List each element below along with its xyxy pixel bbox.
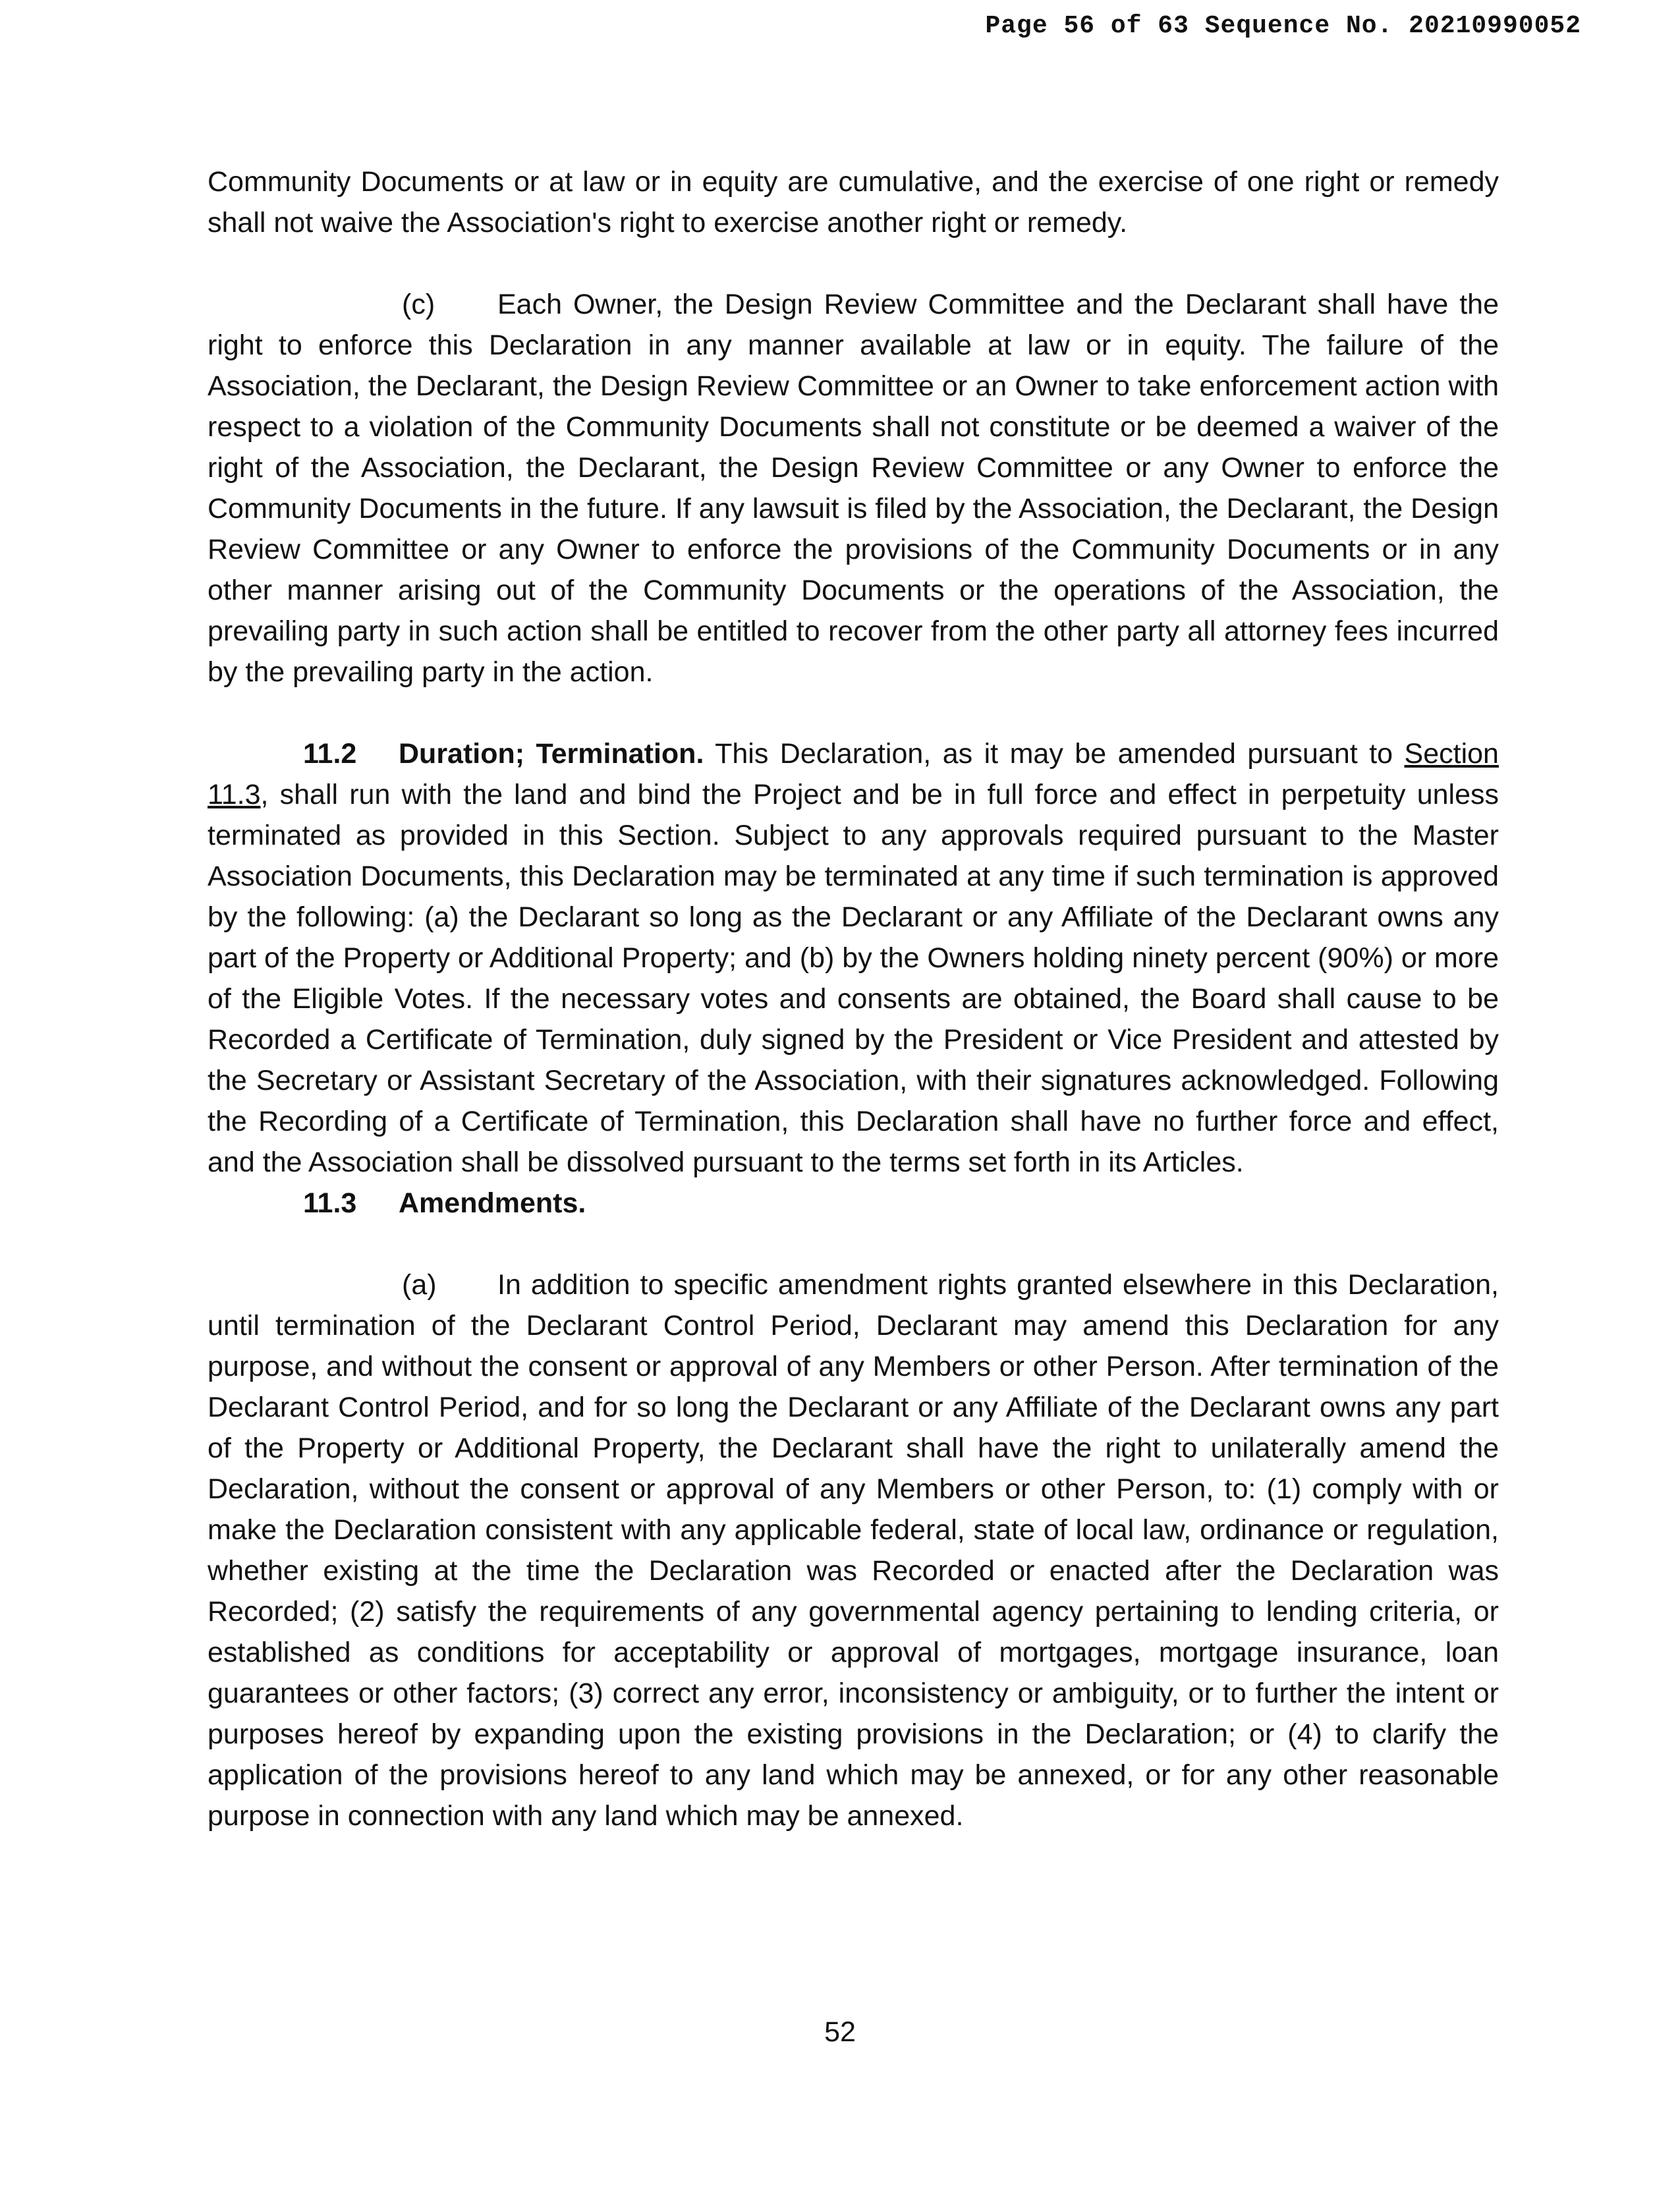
section-11-2-title: Duration; Termination. bbox=[399, 738, 704, 770]
section-11-2-text-before-ref: This Declaration, as it may be amended pursuant to bbox=[715, 738, 1393, 770]
document-body bbox=[208, 161, 1499, 1836]
page-sequence-header: Page 56 of 63 Sequence No. 20210990052 bbox=[985, 12, 1581, 40]
paragraph-a-text: In addition to specific amendment rights granted elsewhere in this Declaration, until termination of the Declarant Control Period, Declarant may amend this Declaration for any purpose, and without the consent or approval of any Members or other Person. After termination of the Declarant Control Period, and for so long the Declarant or any Affiliate of the Declarant owns any part of the Property or Additional Property, the Declarant shall have the right to unilaterally amend the Declaration, without the consent or approval of any Members or other Person, to: (1) comply with or make the Declaration consistent with any applicable federal, state of local law, ordinance or regulation, whether existing at the time the Declaration was Recorded or enacted after the Declaration was Recorded; (2) satisfy the requirements of any governmental agency pertaining to lending criteria, or established as conditions for acceptability or approval of mortgages, mortgage insurance, loan guarantees or other factors; (3) correct any error, inconsistency or ambiguity, or to further the intent or purposes hereof by expanding upon the existing provisions in the Declaration; or (4) to clarify the application of the provisions hereof to any land which may be annexed, or for any other reasonable purpose in connection with any land which may be annexed. bbox=[208, 1269, 1499, 1832]
page-number: 52 bbox=[824, 2016, 856, 2048]
paragraph-a-label: (a) bbox=[402, 1269, 437, 1301]
section-11-3-heading bbox=[208, 1183, 1499, 1224]
section-11-2 bbox=[208, 733, 1499, 1183]
section-11-3-title: Amendments. bbox=[399, 1187, 586, 1219]
section-11-3-reference: Section 11.3 bbox=[208, 738, 1499, 810]
paragraph-c-text: Each Owner, the Design Review Committee and the Declarant shall have the right to enforce this Declaration in any manner available at law or in equity. The failure of the Association, the Declarant, the Design Review Committee or an Owner to take enforcement action with respect to a violation of the Community Documents shall not constitute or be deemed a waiver of the right of the Association, the Declarant, the Design Review Committee or any Owner to enforce the Community Documents in the future. If any lawsuit is filed by the Association, the Declarant, the Design Review Committee or any Owner to enforce the provisions of the Community Documents or in any other manner arising out of the Community Documents or the operations of the Association, the prevailing party in such action shall be entitled to recover from the other party all attorney fees incurred by the prevailing party in the action. bbox=[208, 289, 1499, 688]
section-11-3-number: 11.3 bbox=[303, 1187, 357, 1219]
continuation-paragraph: Community Documents or at law or in equity are cumulative, and the exercise of one right or remedy shall not waive the Association's right to exercise another right or remedy. bbox=[208, 166, 1499, 239]
paragraph-c bbox=[208, 284, 1499, 692]
paragraph-a bbox=[208, 1264, 1499, 1836]
paragraph-c-label: (c) bbox=[402, 289, 435, 320]
section-11-2-number: 11.2 bbox=[303, 738, 357, 770]
section-11-2-text-after-ref: , shall run with the land and bind the Project and be in full force and effect in perpetuity unless terminated as provided in this Section. Subject to any approvals required pursuant to the Master Association Documents, this Declaration may be terminated at any time if such termination is approved by the following: (a) the Declarant so long as the Declarant or any Affiliate of the Declarant owns any part of the Property or Additional Property; and (b) by the Owners holding ninety percent (90%) or more of the Eligible Votes. If the necessary votes and consents are obtained, the Board shall cause to be Recorded a Certificate of Termination, duly signed by the President or Vice President and attested by the Secretary or Assistant Secretary of the Association, with their signatures acknowledged. Following the Recording of a Certificate of Termination, this Declaration shall have no further force and effect, and the Association shall be dissolved pursuant to the terms set forth in its Articles. bbox=[208, 779, 1499, 1178]
